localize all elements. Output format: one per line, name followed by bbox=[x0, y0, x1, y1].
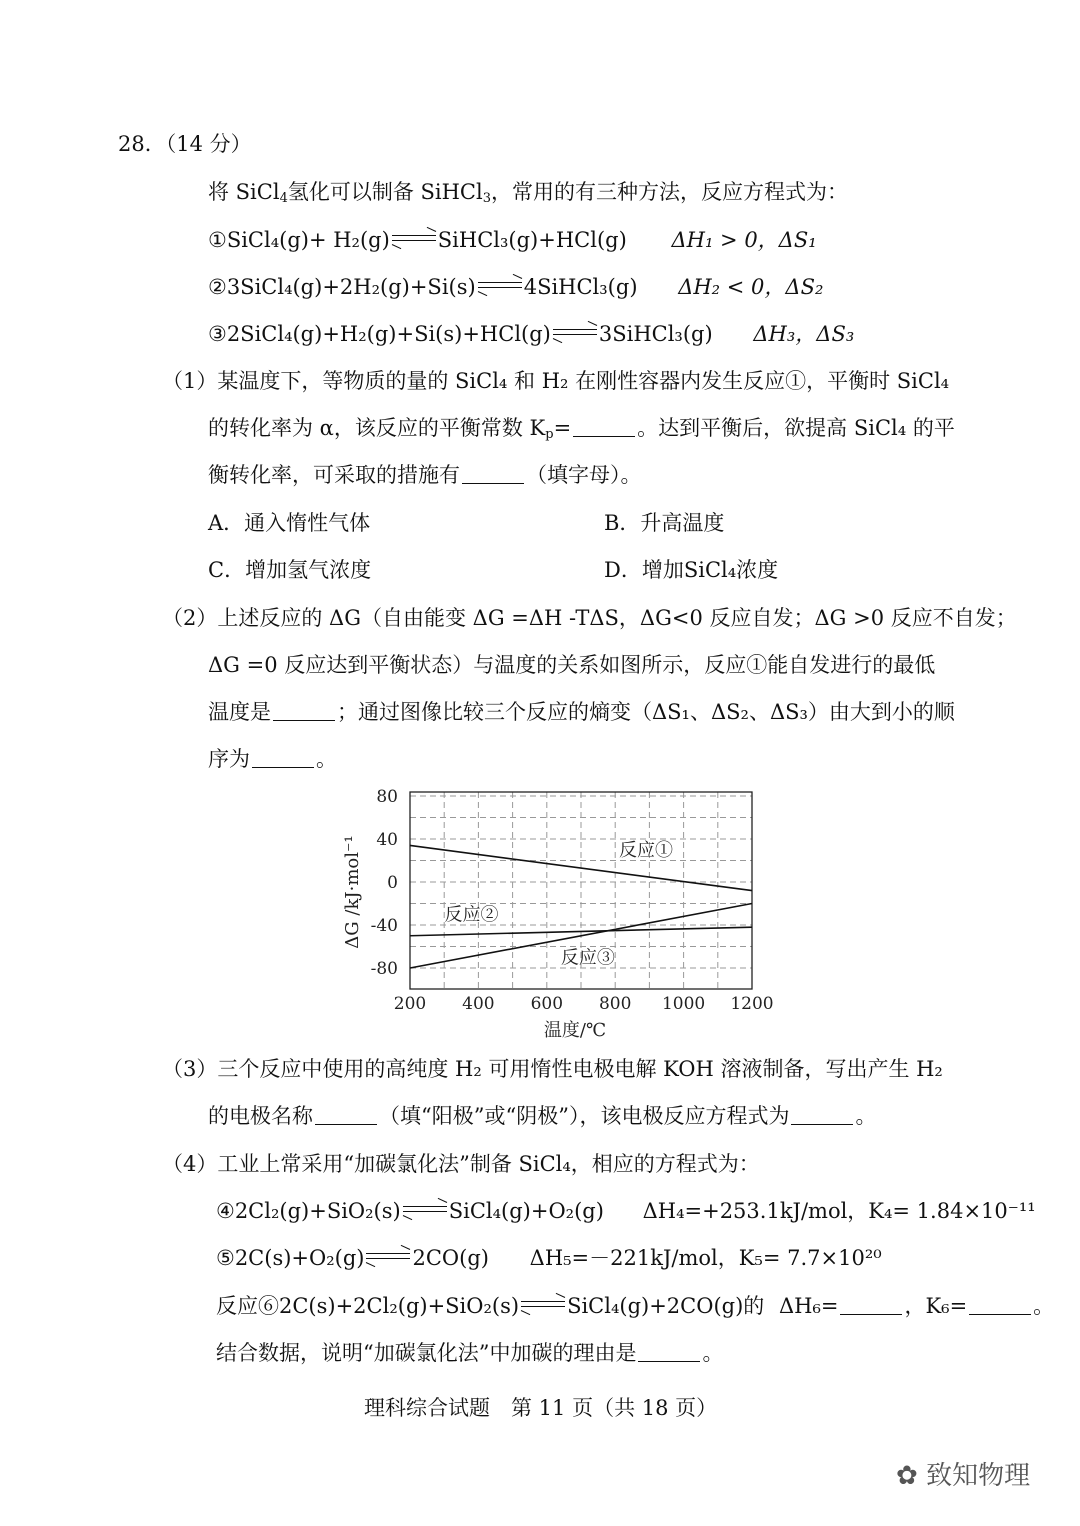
option-a: A．通入惰性气体 bbox=[208, 511, 371, 535]
reaction-2: ②3SiCl₄(g)+2H₂(g)+Si(s) 4SiHCl₃(g) ΔH₂ < 0，ΔS₂ bbox=[208, 275, 824, 299]
x-tick-label: 1200 bbox=[730, 994, 774, 1014]
x-tick-label: 600 bbox=[530, 994, 564, 1014]
part1-line1: （1）某温度下，等物质的量的 SiCl₄ 和 H₂ 在刚性容器内发生反应①，平衡时 SiCl₄ bbox=[162, 369, 950, 393]
page-footer: 理科综合试题 第 11 页（共 18 页） bbox=[364, 1396, 718, 1420]
option-b: B．升高温度 bbox=[604, 511, 725, 535]
answer-blank bbox=[840, 1314, 902, 1315]
series-label: 反应③ bbox=[560, 947, 615, 969]
answer-blank bbox=[791, 1124, 853, 1125]
option-d: D．增加SiCl₄浓度 bbox=[604, 558, 779, 582]
answer-blank bbox=[462, 483, 524, 484]
watermark: ✿ 致知物理 bbox=[896, 1461, 1031, 1491]
question-number: 28．（14 分） bbox=[118, 132, 252, 156]
reaction-3: ③2SiCl₄(g)+H₂(g)+Si(s)+HCl(g) 3SiHCl₃(g) ΔH₃，ΔS₃ bbox=[208, 322, 855, 346]
y-axis-label: ΔG /kJ·mol⁻¹ bbox=[342, 835, 363, 949]
equilibrium-arrow-icon bbox=[392, 233, 436, 245]
x-tick-label: 400 bbox=[462, 994, 495, 1014]
equilibrium-arrow-icon bbox=[403, 1204, 447, 1216]
series-label: 反应② bbox=[444, 904, 499, 926]
question-intro: 将 SiCl$_4$氢化可以制备 SiHCl$_3$，常用的有三种方法，反应方程式为： bbox=[208, 180, 848, 206]
part2-line4: 序为 。 bbox=[208, 747, 337, 771]
delta-g-chart bbox=[330, 780, 790, 1042]
part4-line1: （4）工业上常采用“加碳氯化法”制备 SiCl₄，相应的方程式为： bbox=[162, 1152, 760, 1176]
x-tick-label: 800 bbox=[598, 994, 632, 1014]
part3-line2: 的电极名称 （填“阳极”或“阴极”），该电极反应方程式为 。 bbox=[208, 1104, 877, 1128]
series-label: 反应① bbox=[618, 839, 673, 861]
reaction-6: 反应⑥2C(s)+2Cl₂(g)+SiO₂(s) SiCl₄(g)+2CO(g)的 ΔH₆= ，K₆= 。 bbox=[216, 1294, 1055, 1318]
part2-line2: ΔG =0 反应达到平衡状态）与温度的关系如图所示，反应①能自发进行的最低 bbox=[208, 653, 936, 677]
answer-blank bbox=[315, 1124, 377, 1125]
answer-blank bbox=[573, 436, 635, 437]
x-axis-label: 温度/℃ bbox=[543, 1020, 607, 1041]
part3-line1: （3）三个反应中使用的高纯度 H₂ 可用惰性电极电解 KOH 溶液制备，写出产生 H₂ bbox=[162, 1057, 943, 1081]
part1-line2: 的转化率为 α，该反应的平衡常数 $K_p=$ 。达到平衡后，欲提高 SiCl₄ 的平 bbox=[208, 416, 955, 442]
part2-line3: 温度是 ；通过图像比较三个反应的熵变（ΔS₁、ΔS₂、ΔS₃）由大到小的顺 bbox=[208, 700, 955, 724]
reaction-1: ①SiCl₄(g)+ H₂(g) SiHCl₃(g)+HCl(g) ΔH₁ > 0，ΔS₁ bbox=[208, 228, 817, 252]
y-tick-label: -80 bbox=[370, 959, 398, 979]
answer-blank bbox=[252, 767, 314, 768]
option-c: C．增加氢气浓度 bbox=[208, 558, 372, 582]
y-tick-label: -40 bbox=[370, 916, 398, 936]
y-tick-label: 80 bbox=[376, 787, 398, 807]
reaction-5: ⑤2C(s)+O₂(g) 2CO(g) ΔH₅=－221kJ/mol，K₅= 7.7×10²⁰ bbox=[216, 1246, 882, 1270]
part2-line1: （2）上述反应的 ΔG（自由能变 ΔG =ΔH -TΔS，ΔG<0 反应自发；ΔG >0 反应不自发； bbox=[162, 606, 1017, 630]
answer-blank bbox=[969, 1314, 1031, 1315]
equilibrium-arrow-icon bbox=[366, 1251, 410, 1263]
equilibrium-arrow-icon bbox=[521, 1299, 565, 1311]
y-tick-label: 40 bbox=[376, 830, 398, 850]
answer-blank bbox=[638, 1361, 700, 1362]
y-tick-label: 0 bbox=[387, 873, 398, 893]
x-tick-label: 200 bbox=[393, 994, 427, 1014]
answer-blank bbox=[273, 720, 335, 721]
part1-line3: 衡转化率，可采取的措施有 （填字母）。 bbox=[208, 463, 642, 487]
equilibrium-arrow-icon bbox=[478, 280, 522, 292]
part4-last-line: 结合数据，说明“加碳氯化法”中加碳的理由是 。 bbox=[216, 1341, 724, 1365]
wechat-icon: ✿ bbox=[896, 1461, 918, 1491]
reaction-4: ④2Cl₂(g)+SiO₂(s) SiCl₄(g)+O₂(g) ΔH₄=+253.1kJ/mol，K₄= 1.84×10⁻¹¹ bbox=[216, 1199, 1036, 1223]
x-tick-label: 1000 bbox=[661, 994, 706, 1014]
equilibrium-arrow-icon bbox=[553, 327, 597, 339]
